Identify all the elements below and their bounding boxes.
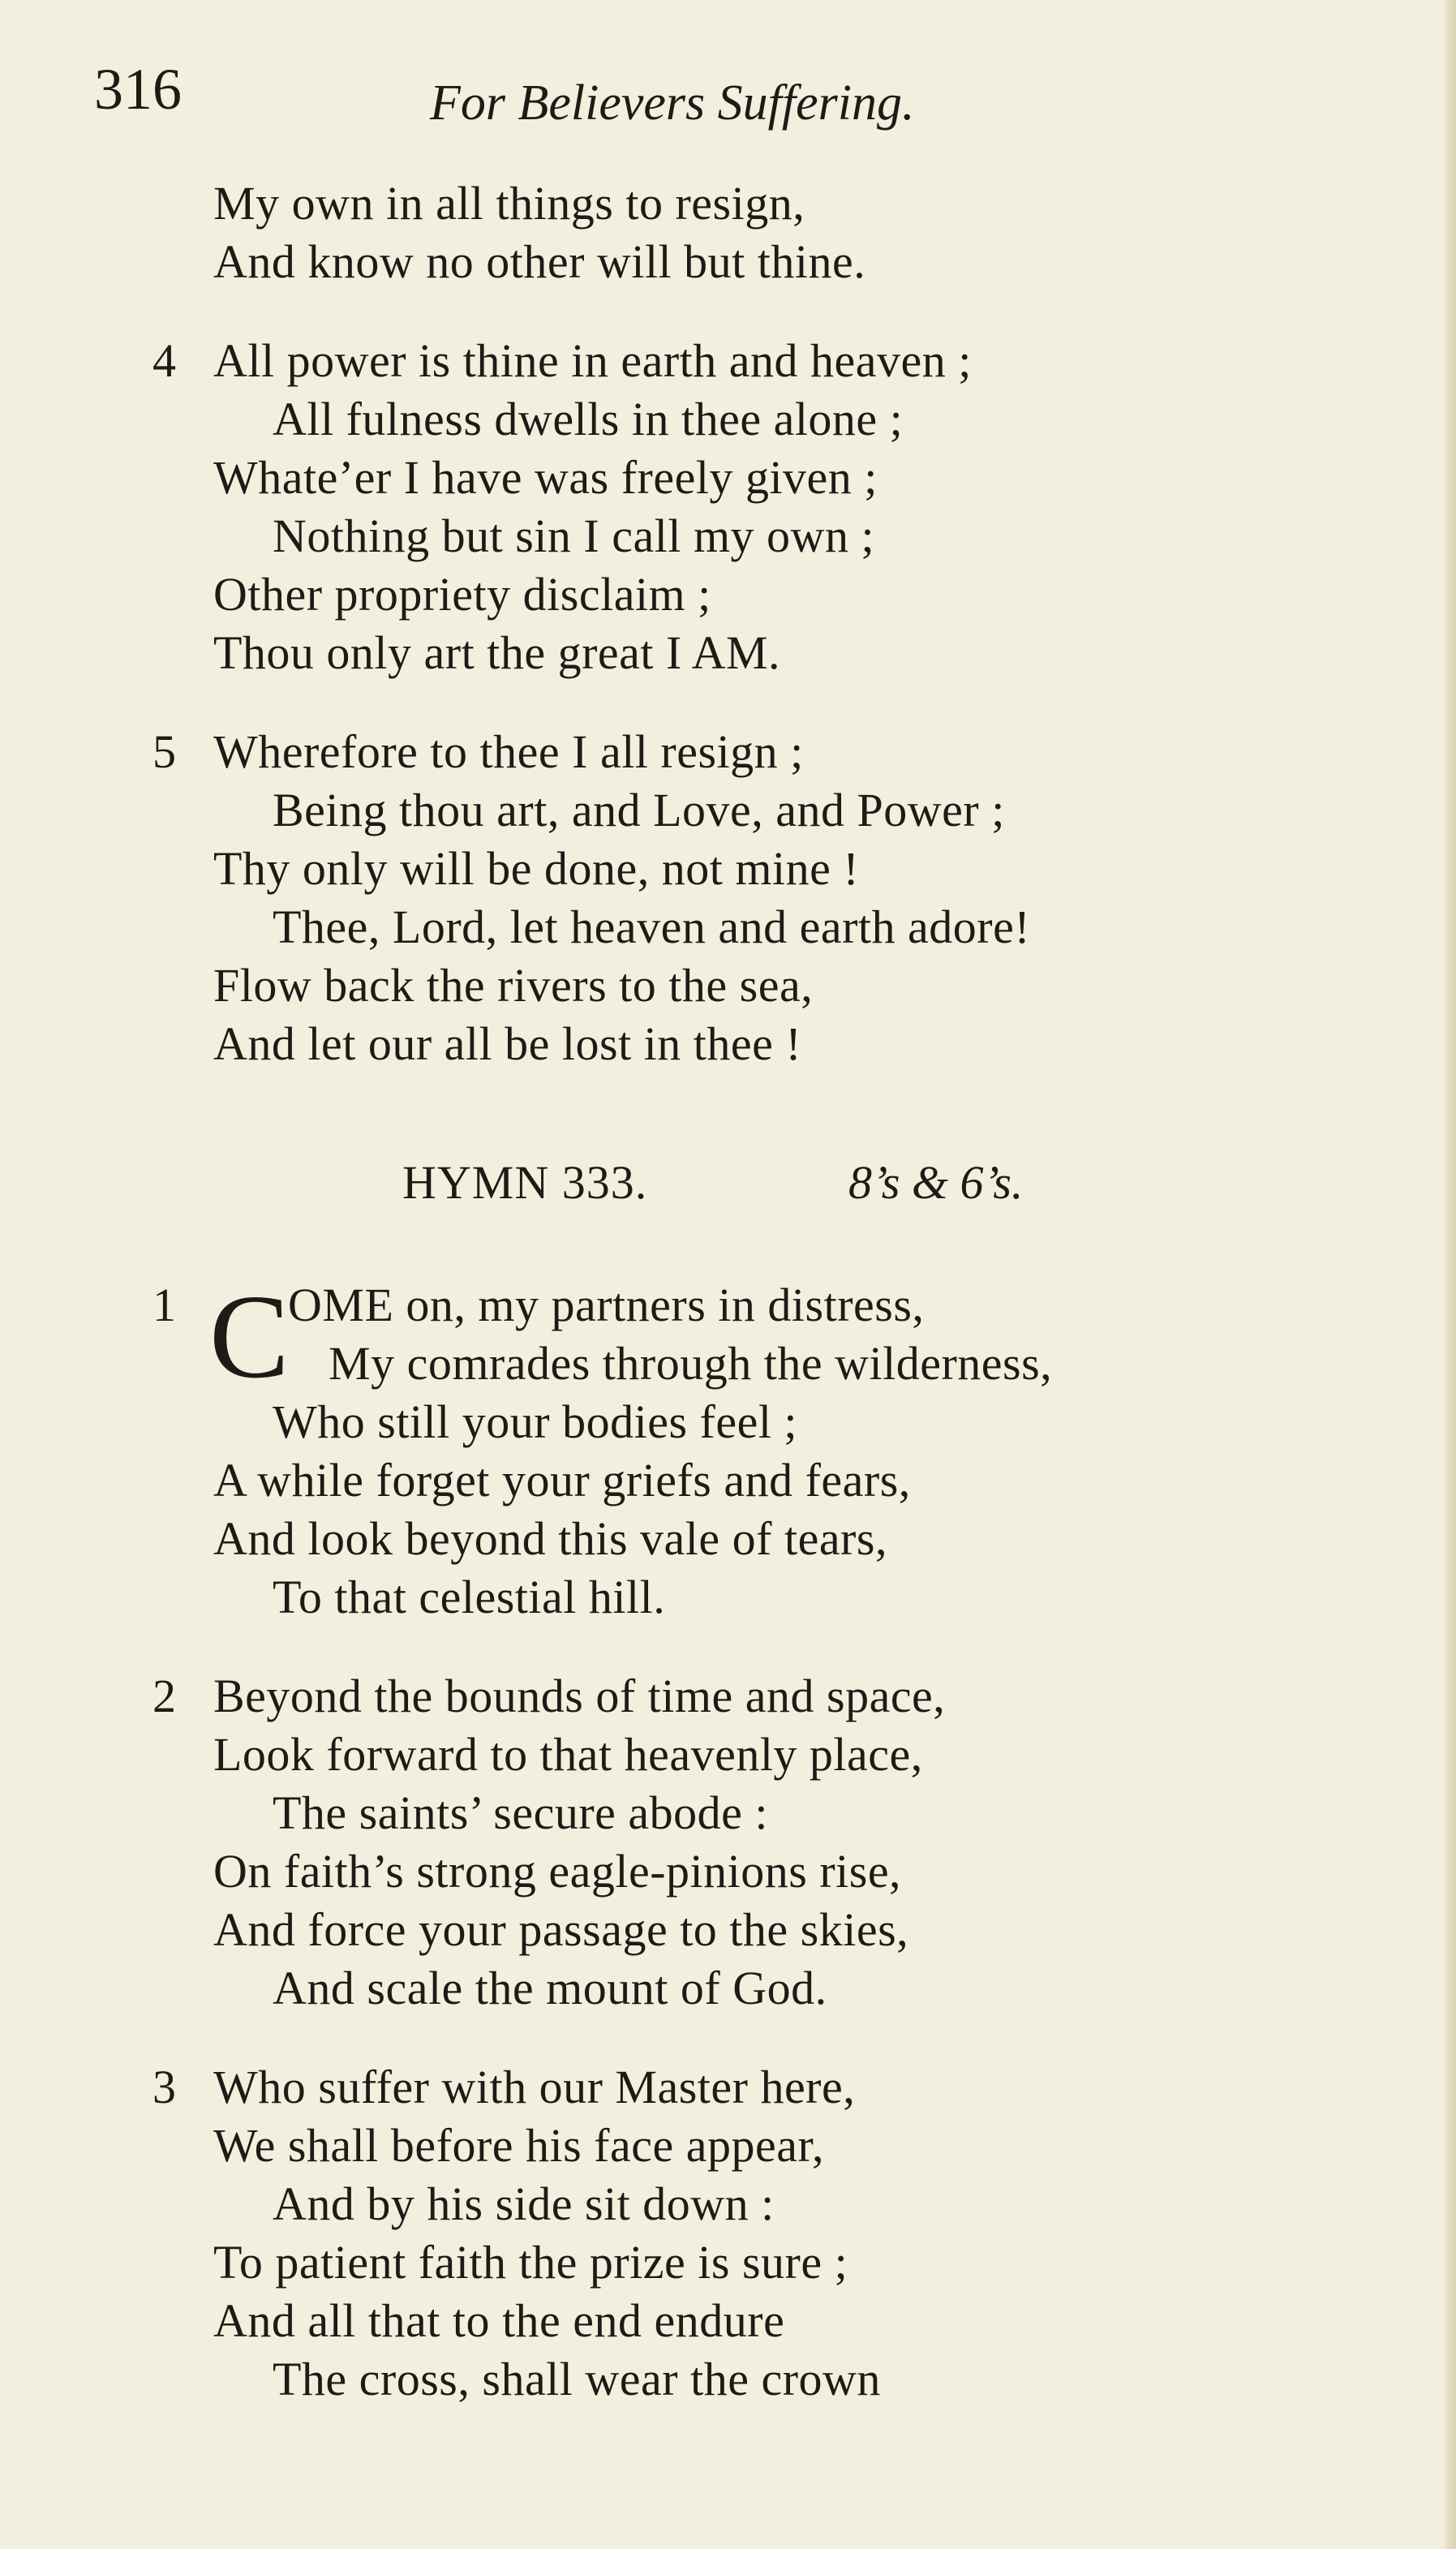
verse-line-text: Beyond the bounds of time and space, — [213, 1670, 946, 1722]
verse-line-text: Thou only art the great I AM. — [213, 626, 781, 679]
verse-line-text: And all that to the end endure — [213, 2294, 785, 2347]
page-number: 316 — [94, 57, 182, 122]
verse-line-text: All fulness dwells in thee alone ; — [273, 393, 904, 445]
verse-line — [0, 174, 1456, 233]
verse-line-text: My comrades through the wilderness, — [329, 1337, 1053, 1390]
verse-line-text: OME on, my partners in distress, — [288, 1279, 925, 1331]
verse-line-text: A while forget your griefs and fears, — [213, 1454, 911, 1507]
verse-line — [0, 956, 1456, 1015]
verse-line — [0, 1393, 1456, 1451]
verse-line — [0, 1901, 1456, 1959]
hymn-meter: 8’s & 6’s. — [848, 1156, 1024, 1209]
verse-line-text: And scale the mount of God. — [273, 1962, 827, 2014]
verse-line-text: Thy only will be done, not mine ! — [213, 842, 860, 895]
verse-line-text: On faith’s strong eagle-pinions rise, — [213, 1845, 902, 1898]
verse-line — [0, 781, 1456, 840]
verse-line — [0, 1959, 1456, 2018]
stanza-number: 1 — [152, 1279, 177, 1331]
verse-line — [0, 1510, 1456, 1568]
stanza-number: 5 — [152, 725, 177, 778]
verse-line — [0, 2292, 1456, 2350]
verse-line-text: And look beyond this vale of tears, — [213, 1512, 887, 1565]
verse-line-text: Who suffer with our Master here, — [213, 2061, 856, 2113]
verse-line — [0, 507, 1456, 565]
verse-line — [0, 1568, 1456, 1627]
verse-line-text: My own in all things to resign, — [213, 177, 805, 230]
verse-line-text: And let our all be lost in thee ! — [213, 1017, 802, 1070]
verse-line-text: Other propriety disclaim ; — [213, 568, 711, 621]
hymn-heading — [0, 1150, 1456, 1215]
verse-line-text: To that celestial hill. — [273, 1571, 666, 1623]
verse-line-text: And by his side sit down : — [273, 2177, 775, 2230]
running-head: For Believers Suffering. — [430, 75, 915, 131]
verse-line — [0, 1015, 1456, 1073]
verse-line-text: The saints’ secure abode : — [273, 1786, 769, 1839]
verse-line — [0, 1667, 1456, 1726]
verse-line-text: Thee, Lord, let heaven and earth adore! — [273, 901, 1031, 953]
verse-line — [0, 840, 1456, 898]
stanza-number: 4 — [152, 334, 177, 387]
verse-line — [0, 1451, 1456, 1510]
verse-line-text: All power is thine in earth and heaven ; — [213, 334, 972, 387]
verse-line — [0, 233, 1456, 291]
text-block — [0, 174, 1456, 2409]
verse-line — [0, 565, 1456, 624]
verse-line-text: Who still your bodies feel ; — [273, 1395, 798, 1448]
verse-line — [0, 1784, 1456, 1842]
verse-line-text: Wherefore to thee I all resign ; — [213, 725, 804, 778]
stanza-number: 3 — [152, 2061, 177, 2113]
verse-line — [0, 332, 1456, 390]
verse-line — [0, 2233, 1456, 2292]
verse-line — [0, 723, 1456, 781]
verse-line-text: Whate’er I have was freely given ; — [213, 451, 878, 504]
verse-line — [0, 2117, 1456, 2175]
verse-line-text: Flow back the rivers to the sea, — [213, 959, 814, 1012]
verse-line-text: Look forward to that heavenly place, — [213, 1728, 923, 1781]
verse-line — [0, 449, 1456, 507]
verse-line-text: We shall before his face appear, — [213, 2119, 824, 2172]
drop-cap: C — [209, 1270, 290, 1403]
verse-line — [0, 624, 1456, 682]
verse-line — [0, 2058, 1456, 2117]
verse-line-text: The cross, shall wear the crown — [273, 2353, 881, 2405]
verse-line — [0, 898, 1456, 956]
verse-line — [0, 1335, 1456, 1393]
verse-line — [0, 2175, 1456, 2233]
verse-line-text: And know no other will but thine. — [213, 235, 866, 288]
hymn-title: HYMN 333. — [402, 1156, 648, 1209]
stanza-number: 2 — [152, 1670, 177, 1722]
verse-line — [0, 1726, 1456, 1784]
verse-line — [0, 2350, 1456, 2409]
verse-line-text: And force your passage to the skies, — [213, 1903, 909, 1956]
verse-line — [0, 1842, 1456, 1901]
verse-line-text: To patient faith the prize is sure ; — [213, 2236, 848, 2289]
verse-line-text: Nothing but sin I call my own ; — [273, 509, 875, 562]
verse-line — [0, 390, 1456, 449]
verse-line-text: Being thou art, and Love, and Power ; — [273, 784, 1005, 836]
